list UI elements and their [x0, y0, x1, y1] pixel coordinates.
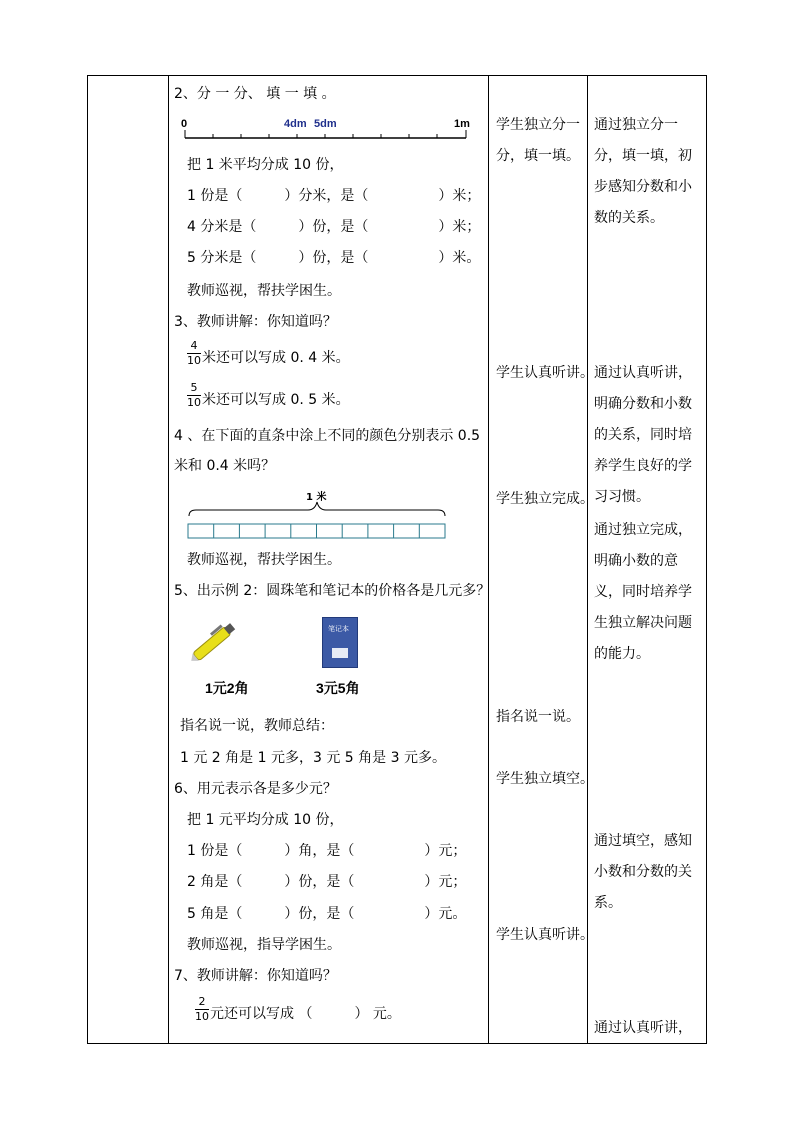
ruler-label-1m: 1m	[454, 118, 470, 130]
fraction-denominator: 10	[195, 1010, 209, 1023]
fraction-numerator: 4	[190, 339, 198, 352]
fraction-5-10	[187, 382, 201, 408]
design-intent-3: 通过独立完成，明确小数的意义，同时培养学生独立解决问题的能力。	[594, 522, 692, 662]
student-activity-5: 学生独立填空。	[496, 771, 594, 787]
fraction-denominator: 10	[187, 354, 201, 367]
section-3-title: 3、教师讲解：你知道吗？	[174, 314, 337, 330]
student-activity-3: 学生独立完成。	[496, 491, 594, 507]
pen-image	[186, 614, 244, 668]
section-5-ask: 指名说一说，教师总结：	[180, 718, 334, 734]
fraction-numerator: 5	[190, 381, 198, 394]
section-6-intro: 把 1 元平均分成 10 份，	[187, 812, 344, 828]
section-4-patrol: 教师巡视，帮扶学困生。	[187, 552, 341, 568]
section-6-patrol: 教师巡视，指导学困生。	[187, 937, 341, 953]
section-3-line-2: 米还可以写成 0. 5 米。	[202, 392, 350, 408]
section-2-line-1: 1 份是（ ）分米，是（ ）米；	[187, 188, 481, 204]
section-2-line-2: 4 分米是（ ）份，是（ ）米；	[187, 219, 481, 235]
section-2-title: 2、分 一 分、 填 一 填 。	[174, 86, 336, 102]
notebook-price: 3元5角	[316, 680, 360, 696]
design-intent-4: 通过填空，感知小数和分数的关系。	[594, 833, 692, 911]
student-activity-1: 学生独立分一分，填一填。	[496, 117, 580, 164]
pen-price: 1元2角	[205, 680, 249, 696]
student-activity-2: 学生认真听讲。	[496, 365, 594, 381]
meter-bar-figure	[186, 488, 448, 544]
section-7-line: 元还可以写成 （ ） 元。	[210, 1006, 401, 1022]
section-6-line-3: 5 角是（ ）份，是（ ）元。	[187, 906, 467, 922]
section-4-line-1: 4 、在下面的直条中涂上不同的颜色分别表示 0.5	[174, 428, 481, 444]
design-intent-5: 通过认真听讲，	[594, 1020, 692, 1036]
section-6-line-2: 2 角是（ ）份，是（ ）元；	[187, 874, 467, 890]
notebook-cover-text: 笔记本	[328, 625, 349, 633]
meter-ruler	[181, 116, 470, 146]
section-5-summary: 1 元 2 角是 1 元多，3 元 5 角是 3 元多。	[180, 750, 446, 766]
meter-bar	[186, 488, 448, 544]
column-divider-3	[587, 76, 588, 1043]
ruler-label-5dm: 5dm	[314, 118, 337, 130]
section-5-title: 5、出示例 2：圆珠笔和笔记本的价格各是几元多？	[174, 583, 491, 599]
section-4-line-2: 米和 0.4 米吗？	[174, 458, 276, 474]
section-2-intro: 把 1 米平均分成 10 份，	[187, 157, 344, 173]
fraction-2-10	[195, 996, 209, 1022]
section-2-line-3: 5 分米是（ ）份，是（ ）米。	[187, 250, 481, 266]
column-divider-1	[168, 76, 169, 1043]
fraction-numerator: 2	[198, 995, 206, 1008]
ruler-label-0: 0	[181, 118, 188, 130]
design-intent-2: 通过认真听讲，明确分数和小数的关系，同时培养学生良好的学习习惯。	[594, 365, 692, 505]
bar-label: 1 米	[306, 492, 327, 503]
section-3-line-1: 米还可以写成 0. 4 米。	[202, 350, 350, 366]
fraction-denominator: 10	[187, 396, 201, 409]
section-2-patrol: 教师巡视，帮扶学困生。	[187, 283, 341, 299]
notebook-image	[322, 617, 358, 668]
notebook-label-box	[332, 648, 348, 658]
fraction-4-10	[187, 340, 201, 366]
student-activity-4: 指名说一说。	[496, 709, 580, 725]
section-6-title: 6、用元表示各是多少元？	[174, 781, 337, 797]
ruler-label-4dm: 4dm	[284, 118, 307, 130]
column-divider-2	[488, 76, 489, 1043]
section-7-title: 7、教师讲解：你知道吗？	[174, 968, 337, 984]
design-intent-1: 通过独立分一分，填一填，初步感知分数和小数的关系。	[594, 117, 692, 226]
section-6-line-1: 1 份是（ ）角，是（ ）元；	[187, 843, 467, 859]
student-activity-6: 学生认真听讲。	[496, 927, 594, 943]
